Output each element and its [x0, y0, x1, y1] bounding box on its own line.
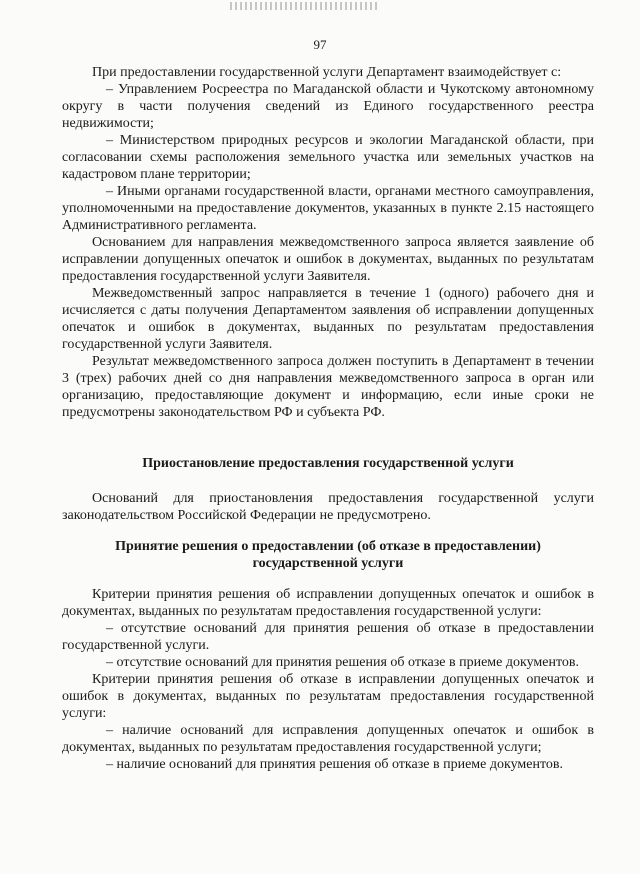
heading-suspension: Приостановление предоставления государственной услуги — [142, 456, 514, 471]
heading-decision-line: Принятие решения о предоставлении (об отказе в предоставлении) — [115, 539, 541, 554]
list-item-ministry: – Министерством природных ресурсов и экологии Магаданской области, при согласовании схемы расположения земельного участка или земельных участков на кадастровом плане территории; — [62, 133, 594, 182]
paragraph-interaction-intro: При предоставлении государственной услуги Департамент взаимодействует с: — [92, 65, 562, 80]
scan-artifact — [230, 2, 380, 10]
heading-decision — [62, 538, 594, 572]
paragraph-request-basis: Основанием для направления межведомственного запроса является заявление об исправлении допущенных опечаток и ошибок в документах, выданных по результатам предоставления государственной услуги Заявителя. — [62, 235, 594, 284]
document-body — [62, 64, 594, 773]
page-number: 97 — [313, 37, 327, 52]
paragraph-request-result: Результат межведомственного запроса должен поступить в Департамент в течении 3 (трех) рабочих дней со дня направления межведомственного запроса в орган или организацию, предоставляющие документ и информацию, если иные сроки не предусмотрены законодательством РФ и субъекта РФ. — [62, 354, 594, 420]
paragraph-criteria-correction: Критерии принятия решения об исправлении допущенных опечаток и ошибок в документах, выданных по результатам предоставления государственной услуги: — [62, 587, 594, 619]
list-item-no-rejection-grounds: – отсутствие оснований для принятия решения об отказе в приеме документов. — [106, 655, 580, 670]
list-item-rosreestr: – Управлением Росреестра по Магаданской области и Чукотскому автономному округу в части получения сведений из Единого государственного реестра недвижимости; — [62, 82, 594, 131]
paragraph-criteria-refusal: Критерии принятия решения об отказе в исправлении допущенных опечаток и ошибок в документах, выданных по результатам предоставления государственной услуги: — [62, 672, 594, 721]
list-item-no-refusal-grounds: – отсутствие оснований для принятия решения об отказе в предоставлении государственной услуги. — [62, 621, 594, 653]
paragraph-request-timing: Межведомственный запрос направляется в течение 1 (одного) рабочего дня и исчисляется с даты получения Департаментом заявления об исправлении допущенных опечаток и ошибок в документах, выданных по результатам предоставления государственной услуги Заявителя. — [62, 286, 594, 352]
paragraph-suspension: Оснований для приостановления предоставления государственной услуги законодательством Российской Федерации не предусмотрено. — [62, 491, 594, 523]
list-item-rejection-grounds: – наличие оснований для принятия решения об отказе в приеме документов. — [106, 757, 564, 772]
list-item-correction-grounds: – наличие оснований для исправления допущенных опечаток и ошибок в документах, выданных по результатам предоставления государственной услуги; — [62, 723, 594, 755]
heading-decision-line: государственной услуги — [252, 556, 404, 571]
section-gap — [62, 421, 594, 441]
list-item-other-authorities: – Иными органами государственной власти, органами местного самоуправления, уполномоченными на предоставление документов, указанных в пункте 2.15 настоящего Административного регламента. — [62, 184, 594, 233]
